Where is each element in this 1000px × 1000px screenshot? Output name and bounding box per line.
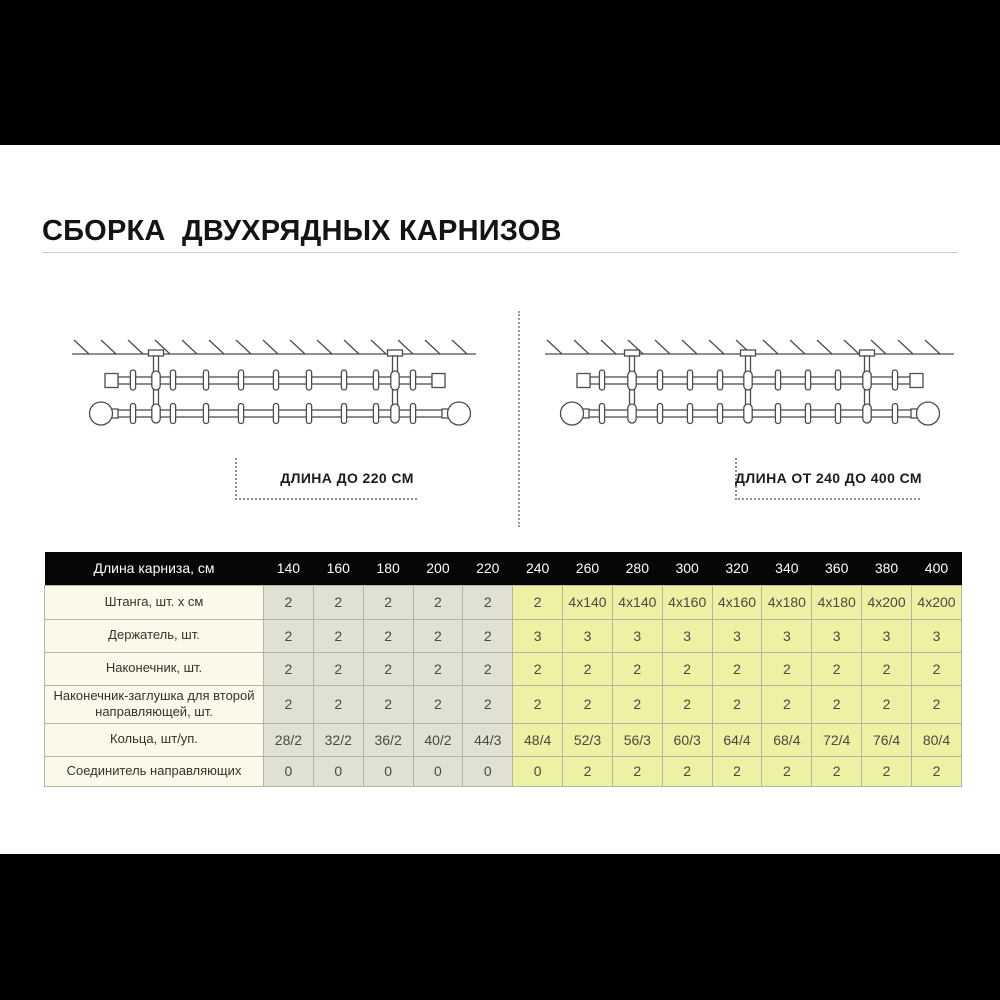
table-value-cell: 2 bbox=[662, 756, 712, 786]
top-letterbox-bar bbox=[0, 0, 1000, 145]
table-row bbox=[45, 585, 962, 619]
table-value-cell: 2 bbox=[413, 619, 463, 652]
table-value-cell: 2 bbox=[264, 652, 314, 685]
table-value-cell: 2 bbox=[812, 652, 862, 685]
table-value-cell: 3 bbox=[612, 619, 662, 652]
table-value-cell: 2 bbox=[712, 685, 762, 723]
table-value-cell: 60/3 bbox=[662, 723, 712, 756]
table-value-cell: 4x160 bbox=[662, 585, 712, 619]
table-value-cell: 0 bbox=[264, 756, 314, 786]
ceiling-hatching bbox=[74, 340, 467, 354]
table-value-cell: 2 bbox=[911, 756, 961, 786]
header-column-cell: 400 bbox=[924, 560, 949, 577]
table-row bbox=[45, 652, 962, 685]
table-value-cell: 2 bbox=[363, 685, 413, 723]
table-value-cell: 2 bbox=[812, 756, 862, 786]
length-label-long: ДЛИНА ОТ 240 ДО 400 СМ bbox=[735, 458, 920, 500]
table-value-cell: 80/4 bbox=[911, 723, 961, 756]
header-column-cell: 300 bbox=[675, 560, 699, 577]
row-label-cell: Наконечник-заглушка для второй направляющей, шт. bbox=[45, 685, 264, 723]
table-value-cell: 2 bbox=[413, 585, 463, 619]
panel-divider-dotted-line bbox=[518, 311, 520, 527]
table-value-cell: 2 bbox=[612, 652, 662, 685]
header-column-cell: 360 bbox=[825, 560, 849, 577]
header-column-cell: 140 bbox=[276, 560, 301, 577]
spec-table bbox=[44, 552, 962, 787]
table-value-cell: 2 bbox=[264, 585, 314, 619]
table-value-cell: 2 bbox=[463, 585, 513, 619]
table-value-cell: 2 bbox=[313, 685, 363, 723]
header-label-cell: Длина карниза, см bbox=[93, 560, 215, 577]
table-value-cell: 4x140 bbox=[563, 585, 613, 619]
cornice-diagram-240-400 bbox=[540, 338, 960, 438]
table-row bbox=[45, 685, 962, 723]
table-value-cell: 68/4 bbox=[762, 723, 812, 756]
row-label-cell: Кольца, шт/уп. bbox=[45, 723, 264, 756]
table-value-cell: 2 bbox=[812, 685, 862, 723]
table-value-cell: 2 bbox=[264, 619, 314, 652]
header-column-cell: 320 bbox=[725, 560, 749, 577]
table-value-cell: 3 bbox=[862, 619, 912, 652]
table-value-cell: 3 bbox=[812, 619, 862, 652]
table-value-cell: 3 bbox=[762, 619, 812, 652]
table-value-cell: 2 bbox=[513, 652, 563, 685]
table-value-cell: 2 bbox=[313, 585, 363, 619]
table-value-cell: 2 bbox=[563, 756, 613, 786]
table-value-cell: 2 bbox=[862, 685, 912, 723]
table-value-cell: 2 bbox=[264, 685, 314, 723]
table-value-cell: 0 bbox=[413, 756, 463, 786]
table-value-cell: 0 bbox=[513, 756, 563, 786]
table-value-cell: 2 bbox=[413, 685, 463, 723]
table-value-cell: 2 bbox=[513, 585, 563, 619]
table-value-cell: 2 bbox=[862, 652, 912, 685]
table-value-cell: 4x180 bbox=[762, 585, 812, 619]
title-divider-line bbox=[42, 252, 958, 253]
table-value-cell: 28/2 bbox=[264, 723, 314, 756]
table-value-cell: 2 bbox=[612, 756, 662, 786]
table-value-cell: 2 bbox=[363, 619, 413, 652]
table-value-cell: 2 bbox=[413, 652, 463, 685]
table-value-cell: 2 bbox=[612, 685, 662, 723]
table-value-cell: 2 bbox=[513, 685, 563, 723]
table-row bbox=[45, 619, 962, 652]
table-value-cell: 4x180 bbox=[812, 585, 862, 619]
header-column-cell: 220 bbox=[476, 560, 500, 577]
table-value-cell: 2 bbox=[762, 685, 812, 723]
table-header-row bbox=[45, 552, 962, 585]
table-value-cell: 72/4 bbox=[812, 723, 862, 756]
table-value-cell: 76/4 bbox=[862, 723, 912, 756]
table-value-cell: 2 bbox=[463, 619, 513, 652]
table-value-cell: 2 bbox=[662, 685, 712, 723]
table-value-cell: 2 bbox=[363, 585, 413, 619]
table-value-cell: 2 bbox=[862, 756, 912, 786]
table-value-cell: 4x200 bbox=[862, 585, 912, 619]
table-value-cell: 2 bbox=[911, 652, 961, 685]
table-value-cell: 2 bbox=[712, 756, 762, 786]
table-value-cell: 36/2 bbox=[363, 723, 413, 756]
table-value-cell: 0 bbox=[363, 756, 413, 786]
row-label-cell: Наконечник, шт. bbox=[45, 652, 264, 685]
cornice-diagram-up-to-220 bbox=[60, 338, 480, 438]
table-value-cell: 0 bbox=[313, 756, 363, 786]
table-value-cell: 2 bbox=[563, 652, 613, 685]
header-column-cell: 240 bbox=[525, 560, 550, 577]
table-value-cell: 44/3 bbox=[463, 723, 513, 756]
row-label-cell: Штанга, шт. х см bbox=[45, 585, 264, 619]
bottom-letterbox-bar bbox=[0, 854, 1000, 1000]
table-value-cell: 48/4 bbox=[513, 723, 563, 756]
table-value-cell: 3 bbox=[712, 619, 762, 652]
table-value-cell: 2 bbox=[313, 619, 363, 652]
table-value-cell: 3 bbox=[662, 619, 712, 652]
table-value-cell: 2 bbox=[463, 652, 513, 685]
table-value-cell: 3 bbox=[911, 619, 961, 652]
table-value-cell: 2 bbox=[313, 652, 363, 685]
table-value-cell: 2 bbox=[762, 756, 812, 786]
header-column-cell: 280 bbox=[625, 560, 649, 577]
table-row bbox=[45, 756, 962, 786]
table-value-cell: 52/3 bbox=[563, 723, 613, 756]
table-value-cell: 40/2 bbox=[413, 723, 463, 756]
table-value-cell: 4x160 bbox=[712, 585, 762, 619]
table-value-cell: 2 bbox=[363, 652, 413, 685]
table-value-cell: 4x140 bbox=[612, 585, 662, 619]
table-value-cell: 3 bbox=[513, 619, 563, 652]
table-value-cell: 0 bbox=[463, 756, 513, 786]
table-value-cell: 64/4 bbox=[712, 723, 762, 756]
table-value-cell: 2 bbox=[463, 685, 513, 723]
length-label-short: ДЛИНА ДО 220 СМ bbox=[235, 458, 417, 500]
table-row bbox=[45, 723, 962, 756]
table-value-cell: 2 bbox=[662, 652, 712, 685]
table-value-cell: 2 bbox=[911, 685, 961, 723]
table-value-cell: 2 bbox=[762, 652, 812, 685]
header-column-cell: 180 bbox=[376, 560, 400, 577]
row-label-cell: Держатель, шт. bbox=[45, 619, 264, 652]
header-column-cell: 260 bbox=[575, 560, 600, 577]
table-value-cell: 2 bbox=[563, 685, 613, 723]
table-value-cell: 32/2 bbox=[313, 723, 363, 756]
header-column-cell: 340 bbox=[775, 560, 799, 577]
page-title: СБОРКА ДВУХРЯДНЫХ КАРНИЗОВ bbox=[42, 215, 562, 248]
table-value-cell: 2 bbox=[712, 652, 762, 685]
table-value-cell: 4x200 bbox=[911, 585, 961, 619]
table-value-cell: 56/3 bbox=[612, 723, 662, 756]
header-column-cell: 160 bbox=[326, 560, 350, 577]
header-column-cell: 200 bbox=[426, 560, 450, 577]
row-label-cell: Соединитель направляющих bbox=[45, 756, 264, 786]
table-body bbox=[45, 585, 962, 786]
header-column-cell: 380 bbox=[874, 560, 899, 577]
table-value-cell: 3 bbox=[563, 619, 613, 652]
